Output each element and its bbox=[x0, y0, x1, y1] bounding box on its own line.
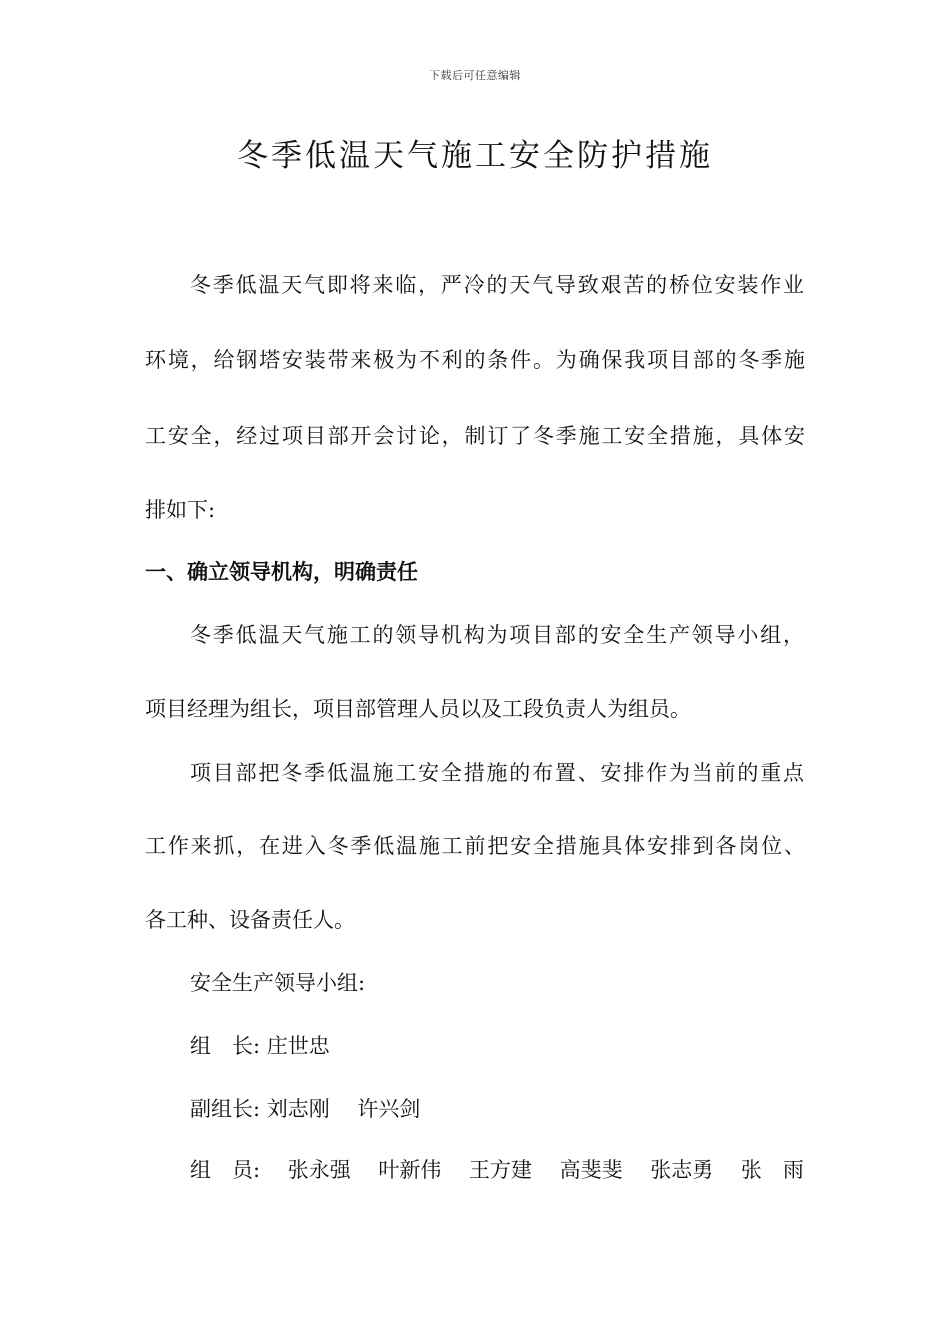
paragraph-1-line-4: 排如下: bbox=[145, 498, 216, 522]
paragraph-2-line-2: 项目经理为组长，项目部管理人员以及工段负责人为组员。 bbox=[145, 697, 691, 721]
member-name: 张志勇 bbox=[650, 1158, 714, 1182]
paragraph-3-line-1: 项目部把冬季低温施工安全措施的布置、安排作为当前的重点 bbox=[190, 761, 804, 785]
group-members-row bbox=[190, 1155, 804, 1185]
paragraph-1-line-1: 冬季低温天气即将来临，严冷的天气导致艰苦的桥位安装作业 bbox=[190, 273, 804, 297]
paragraph-3-line-3: 各工种、设备责任人。 bbox=[145, 908, 355, 932]
member-name: 张 雨 bbox=[740, 1158, 804, 1182]
document-title: 冬季低温天气施工安全防护措施 bbox=[237, 138, 713, 174]
group-deputy: 副组长: 刘志刚 许兴剑 bbox=[190, 1097, 421, 1121]
paragraph-3-line-2: 工作来抓，在进入冬季低温施工前把安全措施具体安排到各岗位、 bbox=[145, 834, 805, 858]
member-name: 张永强 bbox=[287, 1158, 351, 1182]
member-name: 叶新伟 bbox=[378, 1158, 442, 1182]
section-1-heading: 一、确立领导机构，明确责任 bbox=[145, 560, 418, 584]
group-leader: 组 长: 庄世忠 bbox=[190, 1034, 330, 1058]
members-label: 组 员: bbox=[190, 1158, 261, 1182]
paragraph-2-line-1: 冬季低温天气施工的领导机构为项目部的安全生产领导小组， bbox=[190, 623, 804, 647]
paragraph-1-line-2: 环境，给钢塔安装带来极为不利的条件。为确保我项目部的冬季施 bbox=[145, 348, 805, 372]
member-name: 高斐斐 bbox=[559, 1158, 623, 1182]
group-heading: 安全生产领导小组: bbox=[190, 971, 366, 995]
header-note: 下载后可任意编辑 bbox=[429, 69, 521, 82]
paragraph-1-line-3: 工安全，经过项目部开会讨论，制订了冬季施工安全措施，具体安 bbox=[145, 424, 805, 448]
member-name: 王方建 bbox=[469, 1158, 532, 1182]
